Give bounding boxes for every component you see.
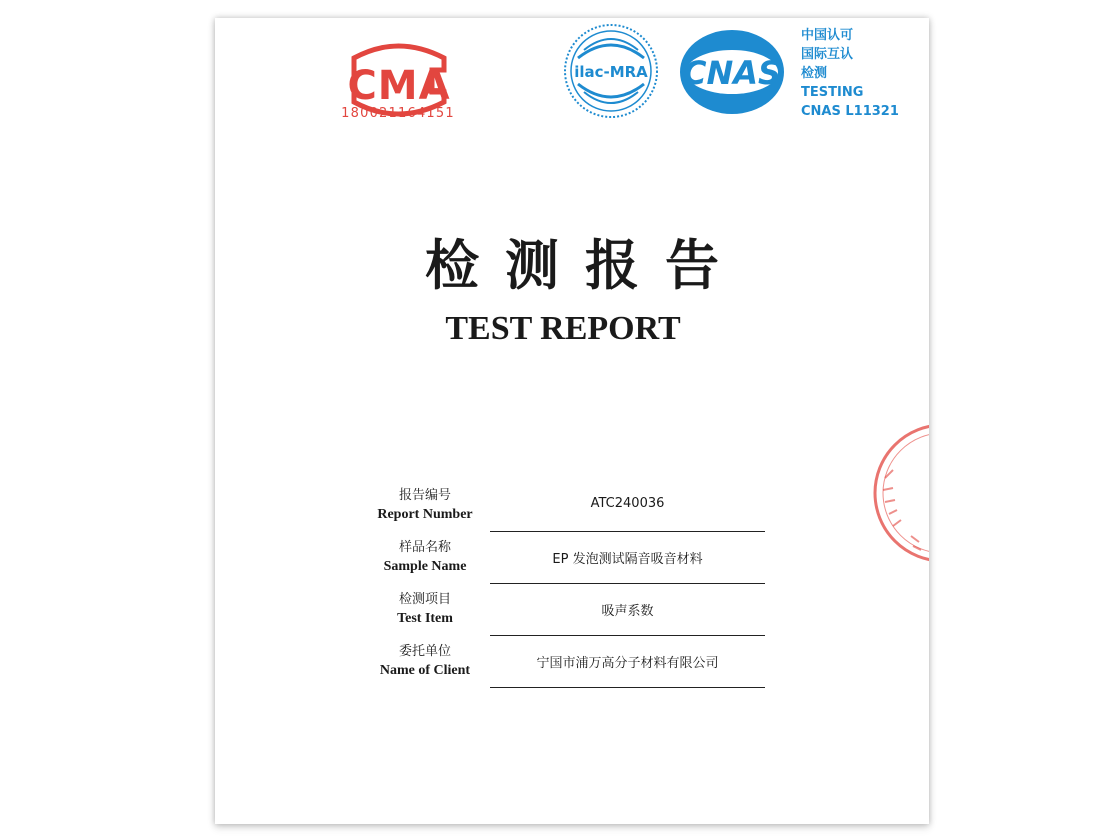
cnas-line: 中国认可 <box>801 28 854 43</box>
field-label-cn: 报告编号 <box>398 488 451 503</box>
cma-code: 180021164151 <box>341 106 455 121</box>
cnas-logo-text: CNAS <box>682 54 782 92</box>
test-item-row <box>365 590 775 642</box>
underline <box>490 531 765 532</box>
cnas-logo-icon <box>677 26 787 118</box>
cnas-accreditation-text <box>801 26 899 121</box>
cnas-line: CNAS L11321 <box>801 104 899 119</box>
field-label-cn: 委托单位 <box>398 644 451 659</box>
field-label-en: Name of Client <box>379 663 471 678</box>
cnas-line: TESTING <box>801 85 864 100</box>
client-name-row <box>365 642 775 694</box>
underline <box>490 635 765 636</box>
field-label <box>365 486 485 524</box>
sample-name-row <box>365 538 775 590</box>
field-label <box>365 590 485 628</box>
report-info-table <box>365 486 775 694</box>
cnas-line: 检测 <box>801 66 828 81</box>
field-label-en: Test Item <box>397 611 453 626</box>
field-value: EP 发泡测试隔音吸音材料 <box>552 552 703 567</box>
field-value: ATC240036 <box>590 496 665 511</box>
field-label-en: Report Number <box>377 507 473 522</box>
report-title-cn: 检测报告 <box>425 234 745 297</box>
seal-stamp-icon <box>863 418 929 568</box>
field-value: 吸声系数 <box>601 604 654 619</box>
cma-logo-text: CMA <box>347 63 451 109</box>
ilac-logo-text: ilac-MRA <box>574 63 648 81</box>
report-number-row <box>365 486 775 538</box>
report-page <box>215 18 929 824</box>
field-label-cn: 检测项目 <box>398 592 451 607</box>
report-title-en: TEST REPORT <box>445 310 681 347</box>
underline <box>490 687 765 688</box>
field-label-en: Sample Name <box>383 559 467 574</box>
cma-logo-icon <box>340 36 456 140</box>
field-label <box>365 538 485 576</box>
field-label <box>365 642 485 680</box>
ilac-mra-logo-icon <box>562 20 660 122</box>
underline <box>490 583 765 584</box>
field-label-cn: 样品名称 <box>398 540 451 555</box>
cnas-line: 国际互认 <box>801 47 854 62</box>
field-value: 宁国市浦万高分子材料有限公司 <box>536 656 719 671</box>
